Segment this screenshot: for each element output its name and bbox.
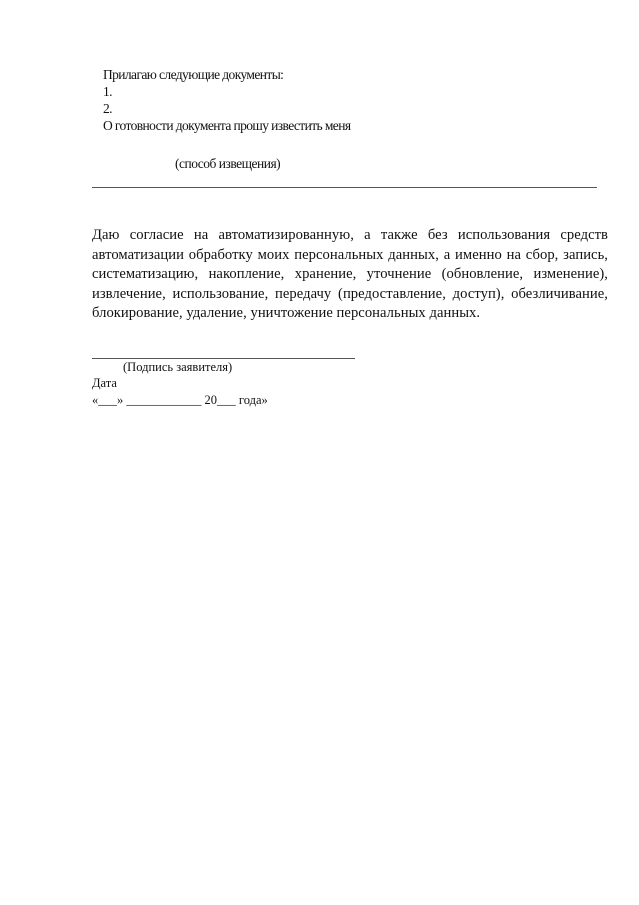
consent-paragraph: Даю согласие на автоматизированную, а также без использования средств автоматизации обработку моих персональных данных, а именно на сбор, запись, систематизацию, накопление, хранение, уточнение (обновление, изменение), извлечение, использование, передачу (предоставление, доступ), обезличивание, блокирование, удаление, уничтожение персональных данных.: [92, 227, 608, 321]
notify-method-line: [92, 187, 597, 188]
attachment-item-2: 2.: [103, 101, 112, 116]
notify-method-caption: (способ извещения): [175, 156, 281, 171]
notify-text: О готовности документа прошу известить меня: [103, 118, 351, 133]
attachments-heading: Прилагаю следующие документы:: [103, 67, 284, 82]
signature-line: [92, 358, 355, 359]
attachment-item-1: 1.: [103, 84, 112, 99]
signature-caption: (Подпись заявителя): [123, 360, 233, 374]
attachments-section: [103, 66, 350, 134]
date-line: «___» ____________ 20___ года»: [92, 393, 268, 407]
date-label: Дата: [92, 376, 117, 390]
